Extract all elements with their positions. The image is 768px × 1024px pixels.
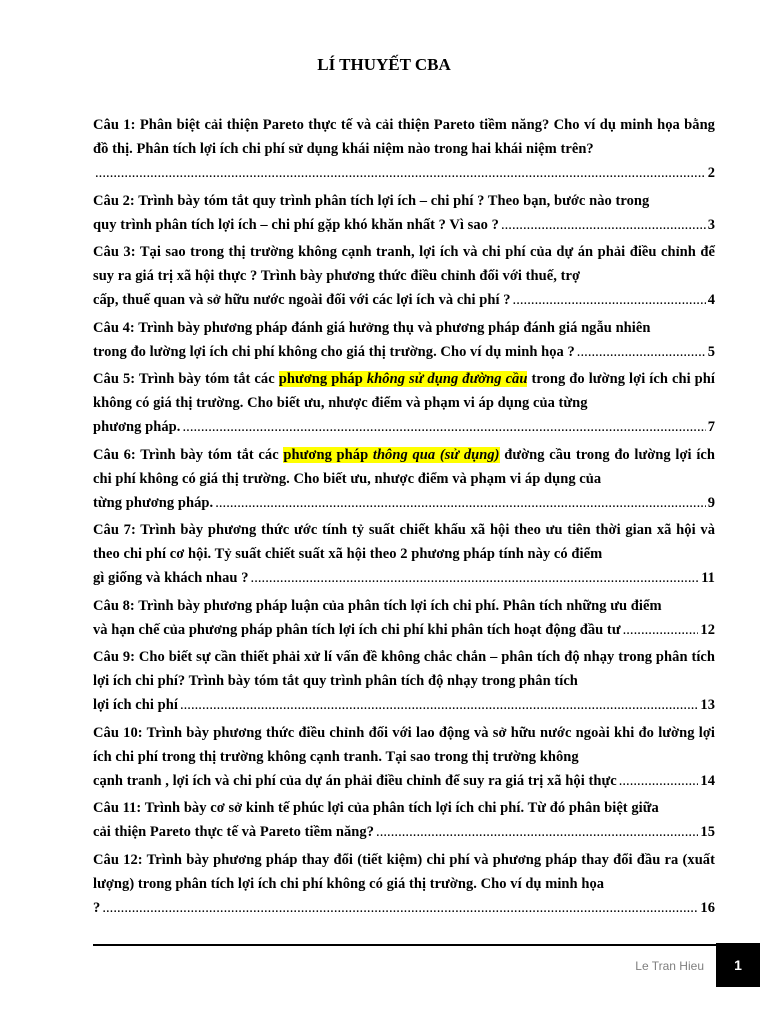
page-title: LÍ THUYẾT CBA bbox=[317, 55, 451, 74]
toc-page-number: 16 bbox=[700, 899, 715, 916]
toc-entry-text: Câu 12: Trình bày phương pháp thay đổi (tiết kiệm) chi phí và phương pháp thay đổi đầu ra (xuất lượng) trong phân tích lợi ích chi phí không có giá thị trường. Cho ví dụ minh họa bbox=[93, 851, 715, 892]
leader-dots bbox=[182, 415, 705, 439]
toc-page-number: 7 bbox=[707, 419, 715, 435]
toc-entry-text: Câu 7: Trình bày phương thức ước tính tỷ suất chiết khấu xã hội theo ưu tiên thời gian xã hội và theo chi phí cơ hội. Tỷ suất chiết suất xã hội theo 2 phương pháp tính này có điểm bbox=[93, 522, 715, 562]
highlighted-text bbox=[283, 447, 499, 463]
table-of-contents bbox=[93, 113, 715, 923]
toc-page-number: 13 bbox=[700, 697, 715, 713]
leader-dots bbox=[376, 820, 698, 844]
toc-page-number: 15 bbox=[700, 824, 715, 840]
toc-entry-tail: cạnh tranh , lợi ích và chi phí của dự án phải điều chỉnh để suy ra giá trị xã hội thực bbox=[93, 772, 617, 789]
toc-entry-text: Câu 11: Trình bày cơ sở kinh tế phúc lợi của phân tích lợi ích chi phí. Từ đó phân biệt giữa bbox=[93, 800, 659, 816]
footer-author: Le Tran Hieu bbox=[635, 959, 704, 973]
toc-entry-text-cont: trong đo lường lợi ích chi phí không có giá thị trường. Cho biết ưu, nhược điểm và phạm vi áp dụng của từng bbox=[93, 371, 715, 411]
toc-entry-tail: cải thiện Pareto thực tế và Pareto tiềm năng? bbox=[93, 824, 375, 840]
toc-entry-tail: cấp, thuế quan và sở hữu nước ngoài đối với các lợi ích và chi phí ? bbox=[93, 292, 511, 308]
toc-entry-text-cont: đường cầu trong đo lường lợi ích chi phí không có giá thị trường. Cho biết ưu, nhược điểm và phạm vi áp dụng của bbox=[93, 446, 715, 487]
toc-entry-11[interactable] bbox=[93, 796, 715, 844]
toc-entry-tail: từng phương pháp. bbox=[93, 494, 214, 511]
leader-dots bbox=[619, 769, 699, 793]
toc-page-number: 4 bbox=[707, 292, 715, 308]
toc-entry-8[interactable] bbox=[93, 594, 715, 642]
toc-entry-text: Câu 10: Trình bày phương thức điều chỉnh đối với lao động và sở hữu nước ngoài khi đo lường lợi ích chi phí trong thị trường không cạnh tranh. Tại sao trong thị trường không bbox=[93, 724, 715, 765]
highlight-italic: không sử dụng đường cầu bbox=[366, 371, 528, 387]
toc-page-number: 2 bbox=[707, 165, 715, 181]
leader-dots bbox=[501, 213, 706, 237]
toc-page-number: 14 bbox=[700, 772, 715, 789]
toc-entry-tail: phương pháp. bbox=[93, 419, 181, 435]
toc-entry-tail: lợi ích chi phí bbox=[93, 697, 178, 713]
toc-entry-text: Câu 5: Trình bày tóm tắt các bbox=[93, 371, 279, 387]
toc-page-number: 3 bbox=[707, 216, 715, 233]
toc-entry-3[interactable] bbox=[93, 240, 715, 312]
toc-entry-text: Câu 6: Trình bày tóm tắt các bbox=[93, 446, 284, 463]
leader-dots bbox=[102, 896, 698, 920]
leader-dots bbox=[577, 340, 706, 364]
highlight-italic: thông qua (sử dụng) bbox=[372, 446, 500, 463]
footer-page-number: 1 bbox=[716, 943, 760, 987]
toc-entry-text: Câu 2: Trình bày tóm tắt quy trình phân tích lợi ích – chi phí ? Theo bạn, bước nào trong bbox=[93, 192, 650, 209]
toc-entry-tail: gì giống và khách nhau ? bbox=[93, 570, 249, 586]
toc-entry-text: Câu 3: Tại sao trong thị trường không cạnh tranh, lợi ích và chi phí của dự án phải điều chỉnh để suy ra giá trị xã hội thực ? Trình bày phương thức điều chỉnh đối với thuế, trợ bbox=[93, 244, 715, 284]
leader-dots bbox=[215, 491, 706, 515]
leader-dots bbox=[251, 566, 700, 590]
toc-entry-tail: ? bbox=[93, 899, 101, 916]
toc-page-number: 12 bbox=[700, 621, 715, 638]
leader-dots bbox=[623, 618, 699, 642]
highlight-plain: phương pháp bbox=[283, 446, 373, 463]
toc-entry-tail: trong đo lường lợi ích chi phí không cho giá thị trường. Cho ví dụ minh họa ? bbox=[93, 343, 575, 360]
toc-entry-text: Câu 4: Trình bày phương pháp đánh giá hưởng thụ và phương pháp đánh giá ngẫu nhiên bbox=[93, 319, 651, 336]
toc-entry-10[interactable] bbox=[93, 721, 715, 793]
toc-entry-tail: và hạn chế của phương pháp phân tích lợi ích chi phí khi phân tích hoạt động đầu tư bbox=[93, 621, 621, 638]
highlight-plain: phương pháp bbox=[278, 371, 367, 387]
toc-entry-tail: quy trình phân tích lợi ích – chi phí gặp khó khăn nhất ? Vì sao ? bbox=[93, 216, 499, 233]
toc-entry-4[interactable] bbox=[93, 316, 715, 364]
toc-entry-5[interactable] bbox=[93, 367, 715, 439]
toc-page-number: 9 bbox=[707, 494, 715, 511]
toc-entry-6[interactable] bbox=[93, 443, 715, 515]
toc-entry-7[interactable] bbox=[93, 518, 715, 590]
toc-entry-text: Câu 1: Phân biệt cải thiện Pareto thực tế và cải thiện Pareto tiềm năng? Cho ví dụ minh họa bằng đồ thị. Phân tích lợi ích chi phí sử dụng khái niệm nào trong hai khái niệm trên? bbox=[93, 117, 715, 157]
leader-dots bbox=[180, 693, 698, 717]
leader-dots bbox=[95, 161, 706, 185]
highlighted-text bbox=[279, 371, 528, 387]
toc-entry-text: Câu 9: Cho biết sự cần thiết phải xử lí vấn đề không chắc chắn – phân tích độ nhạy trong phân tích lợi ích chi phí? Trình bày tóm tắt quy trình phân tích độ nhạy trong phân tích bbox=[93, 649, 715, 689]
leader-dots bbox=[513, 288, 706, 312]
toc-entry-1[interactable] bbox=[93, 113, 715, 185]
footer-divider bbox=[93, 944, 716, 946]
toc-entry-text: Câu 8: Trình bày phương pháp luận của phân tích lợi ích chi phí. Phân tích những ưu điểm bbox=[93, 597, 662, 614]
toc-entry-9[interactable] bbox=[93, 645, 715, 717]
toc-page-number: 11 bbox=[701, 570, 715, 586]
toc-entry-12[interactable] bbox=[93, 848, 715, 920]
toc-entry-2[interactable] bbox=[93, 189, 715, 237]
toc-page-number: 5 bbox=[707, 343, 715, 360]
